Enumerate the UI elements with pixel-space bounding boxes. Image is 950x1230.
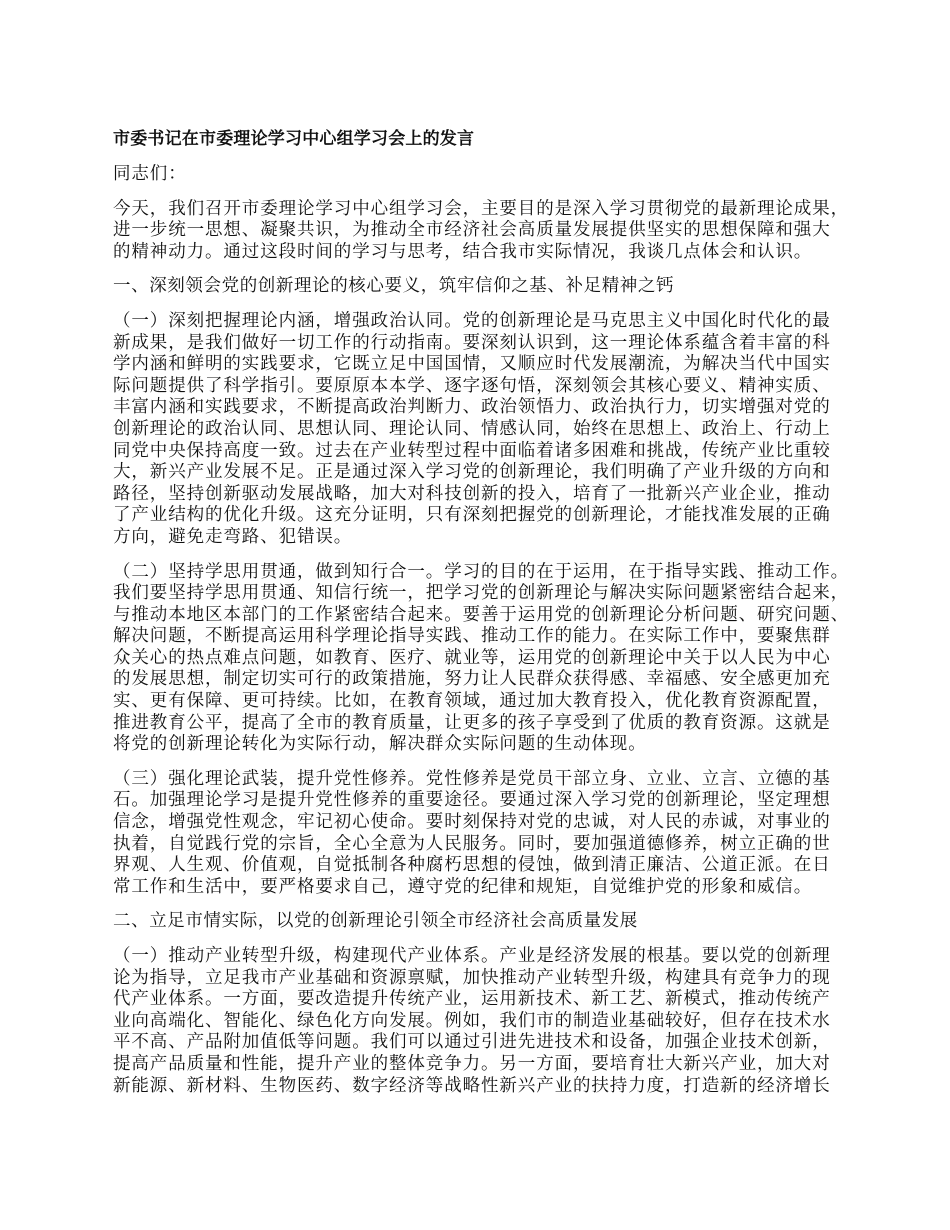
section-2-heading	[113, 911, 853, 933]
text-line: 将党的创新理论转化为实际行动，解决群众实际问题的生动体现。	[113, 734, 647, 755]
text-line: 推进教育公平，提高了全市的教育质量，让更多的孩子享受到了优质的教育资源。这就是	[113, 712, 831, 733]
text-line: 同党中央保持高度一致。过去在产业转型过程中面临着诸多困难和挑战，传统产业比重较	[113, 440, 831, 461]
text-line: 论为指导，立足我市产业基础和资源禀赋，加快推动产业转型升级，构建具有竞争力的现	[113, 967, 831, 988]
document-page	[113, 128, 853, 1110]
section-1-heading	[113, 276, 853, 298]
text-line: 众关心的热点难点问题，如教育、医疗、就业等，运用党的创新理论中关于以人民为中心	[113, 647, 831, 668]
text-line: 我们要坚持学思用贯通、知信行统一，把学习党的创新理论与解决实际问题紧密结合起来，	[113, 583, 849, 604]
text-line: 丰富内涵和实践要求，不断提高政治判断力、政治领悟力、政治执行力，切实增强对党的	[113, 397, 831, 418]
text-line: 信念，增强党性观念，牢记初心使命。要时刻保持对党的忠诚，对人民的赤诚，对事业的	[113, 812, 831, 833]
salutation	[113, 164, 853, 186]
text-line: 实、更有保障、更可持续。比如，在教育领域，通过加大教育投入，优化教育资源配置，	[113, 691, 831, 712]
text-line: 与推动本地区本部门的工作紧密结合起来。要善于运用党的创新理论分析问题、研究问题、	[113, 604, 849, 625]
text-line: 常工作和生活中，要严格要求自己，遵守党的纪律和规矩，自觉维护党的形象和威信。	[113, 876, 813, 897]
section-1-paragraph-1	[113, 311, 853, 549]
text-line: 的发展思想，制定切实可行的政策措施，努力让人民群众获得感、幸福感、安全感更加充	[113, 669, 831, 690]
text-line: （三）强化理论武装，提升党性修养。党性修养是党员干部立身、立业、立言、立德的基	[113, 768, 831, 789]
text-line: 进一步统一思想、凝聚共识，为推动全市经济社会高质量发展提供坚实的思想保障和强大	[113, 220, 831, 241]
text-line: 创新理论的政治认同、思想认同、理论认同、情感认同，始终在思想上、政治上、行动上	[113, 418, 831, 439]
text-line: 执着，自觉践行党的宗旨，全心全意为人民服务。同时，要加强道德修养，树立正确的世	[113, 833, 831, 854]
text-line: 新成果，是我们做好一切工作的行动指南。要深刻认识到，这一理论体系蕴含着丰富的科	[113, 332, 831, 353]
text-line: 石。加强理论学习是提升党性修养的重要途径。要通过深入学习党的创新理论，坚定理想	[113, 790, 831, 811]
text-line: 学内涵和鲜明的实践要求，它既立足中国国情，又顺应时代发展潮流，为解决当代中国实	[113, 354, 831, 375]
section-1-paragraph-2	[113, 562, 853, 756]
section-1-paragraph-3	[113, 769, 853, 899]
text-line: 代产业体系。一方面，要改造提升传统产业，运用新技术、新工艺、新模式，推动传统产	[113, 989, 831, 1010]
text-line: 际问题提供了科学指引。要原原本本学、逐字逐句悟，深刻领会其核心要义、精神实质、	[113, 375, 831, 396]
text-line: 二、立足市情实际，以党的创新理论引领全市经济社会高质量发展	[113, 911, 638, 932]
text-line: 路径，坚持创新驱动发展战略，加大对科技创新的投入，培育了一批新兴产业企业，推动	[113, 483, 831, 504]
text-line: （一）推动产业转型升级，构建现代产业体系。产业是经济发展的根基。要以党的创新理	[113, 946, 831, 966]
text-line: 方向，避免走弯路、犯错误。	[113, 526, 353, 547]
text-line: 界观、人生观、价值观，自觉抵制各种腐朽思想的侵蚀，做到清正廉洁、公道正派。在日	[113, 855, 831, 876]
text-line: （二）坚持学思用贯通，做到知行合一。学习的目的在于运用，在于指导实践、推动工作。	[113, 561, 849, 582]
text-line: 的精神动力。通过这段时间的学习与思考，结合我市实际情况，我谈几点体会和认识。	[113, 241, 813, 262]
text-line: （一）深刻把握理论内涵，增强政治认同。党的创新理论是马克思主义中国化时代化的最	[113, 310, 831, 331]
text-line: 一、深刻领会党的创新理论的核心要义，筑牢信仰之基、补足精神之钙	[113, 276, 675, 297]
text-line: 业向高端化、智能化、绿色化方向发展。例如，我们市的制造业基础较好，但存在技术水	[113, 1010, 831, 1031]
text-line: 平不高、产品附加值低等问题。我们可以通过引进先进技术和设备，加强企业技术创新，	[113, 1032, 831, 1053]
text-line: 提高产品质量和性能，提升产业的整体竞争力。另一方面，要培育壮大新兴产业，加大对	[113, 1053, 831, 1074]
text-line: 同志们：	[113, 164, 187, 184]
text-line: 今天，我们召开市委理论学习中心组学习会，主要目的是深入学习贯彻党的最新理论成果，	[113, 198, 849, 219]
section-2-paragraph-1	[113, 946, 853, 1097]
intro-paragraph	[113, 199, 853, 264]
text-line: 解决问题，不断提高运用科学理论指导实践、推动工作的能力。在实际工作中，要聚焦群	[113, 626, 831, 647]
document-title: 市委书记在市委理论学习中心组学习会上的发言	[113, 129, 475, 149]
text-line: 大，新兴产业发展不足。正是通过深入学习党的创新理论，我们明确了产业升级的方向和	[113, 462, 831, 483]
text-line: 新能源、新材料、生物医药、数字经济等战略性新兴产业的扶持力度，打造新的经济增长	[113, 1075, 831, 1096]
text-line: 了产业结构的优化升级。这充分证明，只有深刻把握党的创新理论，才能找准发展的正确	[113, 505, 831, 526]
